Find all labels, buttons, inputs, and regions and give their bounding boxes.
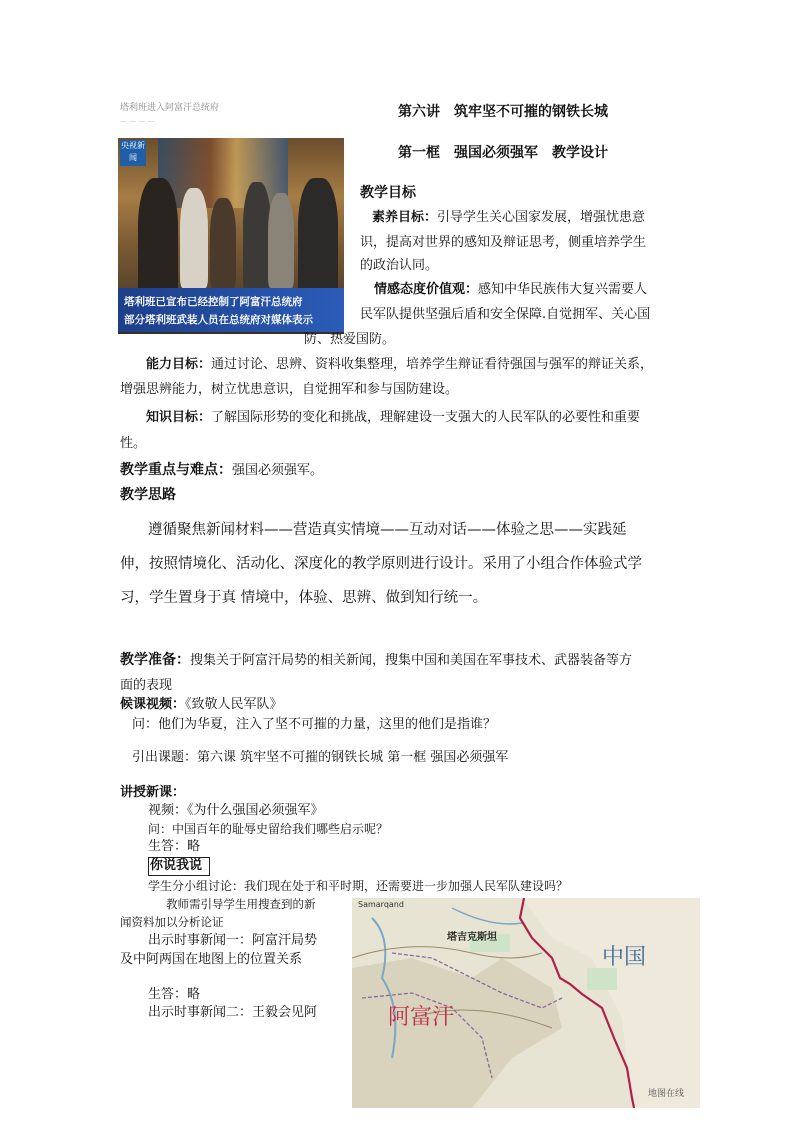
key-points-label: 教学重点与难点：: [120, 462, 232, 478]
region-map: [352, 898, 700, 1108]
suyang-line-1: 引导学生关心国家发展，增强忧患意: [437, 210, 646, 225]
teacher-note-2: 闻资料加以分析论证: [120, 915, 224, 929]
qinggan-line-2: 民军队提供坚强后盾和安全保障.自觉拥军、关心国: [360, 307, 651, 322]
label-samarkand: Samarqand: [358, 900, 404, 909]
prep-line-2: 面的表现: [120, 678, 173, 693]
label-afghanistan: 阿富汗: [388, 1005, 455, 1030]
suyang-line-3: 的政治认同。: [360, 258, 439, 273]
photo-caption: 塔利班进入阿富汗总统府: [120, 103, 220, 113]
label-tajikistan: 塔吉克斯坦: [447, 932, 497, 943]
news-caption-band: [118, 288, 344, 332]
prep-label: 教学准备：: [120, 652, 190, 668]
goals-heading: 教学目标: [360, 185, 416, 201]
suyang-label: 素养目标：: [372, 210, 438, 225]
news-photo: [118, 92, 344, 338]
nengli-line-1: 通过讨论、思辨、资料收集整理，培养学生辩证看待强国与强军的辩证关系，: [211, 357, 654, 372]
zhishi-label: 知识目标：: [146, 410, 212, 425]
teacher-note-1: 教师需引导学生用搜查到的新: [166, 897, 316, 911]
sub-title: 第一框 强国必须强军 教学设计: [398, 145, 608, 161]
lesson-label: 讲授新课：: [120, 785, 186, 800]
zhishi-line-1: 了解国际形势的变化和挑战，理解建设一支强大的人民军队的必要性和重要: [211, 410, 641, 425]
qinggan-label: 情感态度价值观：: [374, 282, 479, 297]
qinggan-line-3: 防、热爱国防。: [304, 332, 396, 347]
warmup-question: 问：他们为华夏，注入了坚不可摧的力量，这里的他们是指谁？: [132, 717, 497, 732]
group-discussion: 学生分小组讨论：我们现在处于和平时期，还需要进一步加强人民军队建设吗？: [148, 879, 569, 893]
lesson-answer-1: 生答：略: [148, 839, 201, 854]
label-china: 中国: [602, 945, 647, 970]
warmup-label: 候课视频：: [120, 697, 186, 712]
key-points-value: 强国必须强军。: [232, 463, 324, 478]
approach-heading: 教学思路: [120, 487, 176, 503]
activity-tag: 你说我说: [150, 858, 203, 873]
lesson-answer-2: 生答：略: [148, 987, 201, 1002]
nengli-line-2: 增强思辨能力，树立忧患意识，自觉拥军和参与国防建设。: [120, 382, 459, 397]
approach-line-3: 习，学生置身于真 情境中，体验、思辨、做到知行统一。: [120, 590, 488, 606]
photo-scene: [118, 138, 344, 334]
nengli-label: 能力目标：: [146, 357, 212, 372]
lesson-video: 视频：《为什么强国必须强军》: [148, 803, 324, 818]
warmup-intro: 引出课题：第六课 筑牢坚不可摧的钢铁长城 第一框 强国必须强军: [132, 750, 509, 765]
prep-line-1: 搜集关于阿富汗局势的相关新闻，搜集中国和美国在军事技术、武器装备等方: [190, 653, 633, 668]
news-logo: 央视新闻: [120, 140, 146, 166]
news-2: 出示时事新闻二：王毅会见阿: [148, 1005, 318, 1020]
suyang-line-2: 识，提高对世界的感知及辩证思考，侧重培养学生: [360, 235, 647, 250]
warmup-video: 《致敬人民军队》: [185, 697, 283, 712]
zhishi-line-2: 性。: [120, 436, 147, 451]
photo-caption-source: — — — —: [120, 117, 155, 125]
band-line-2: 部分塔利班武装人员在总统府对媒体表示: [124, 314, 313, 326]
lesson-question-1: 问：中国百年的耻辱史留给我们哪些启示呢？: [148, 822, 389, 836]
main-title: 第六讲 筑牢坚不可摧的钢铁长城: [398, 104, 608, 120]
approach-line-2: 伸，按照情境化、活动化、深度化的教学原则进行设计。采用了小组合作体验式学: [120, 556, 642, 572]
band-line-1: 塔利班已宣布已经控制了阿富汗总统府: [124, 296, 303, 308]
approach-line-1: 遵循聚焦新闻材料——营造真实情境——互动对话——体验之思——实践延: [148, 522, 627, 538]
map-watermark: 地图在线: [648, 1089, 685, 1099]
news-1-line-2: 及中阿两国在地图上的位置关系: [120, 952, 303, 967]
news-1-line-1: 出示时事新闻一：阿富汗局势: [148, 933, 318, 948]
qinggan-line-1: 感知中华民族伟大复兴需要人: [478, 282, 648, 297]
